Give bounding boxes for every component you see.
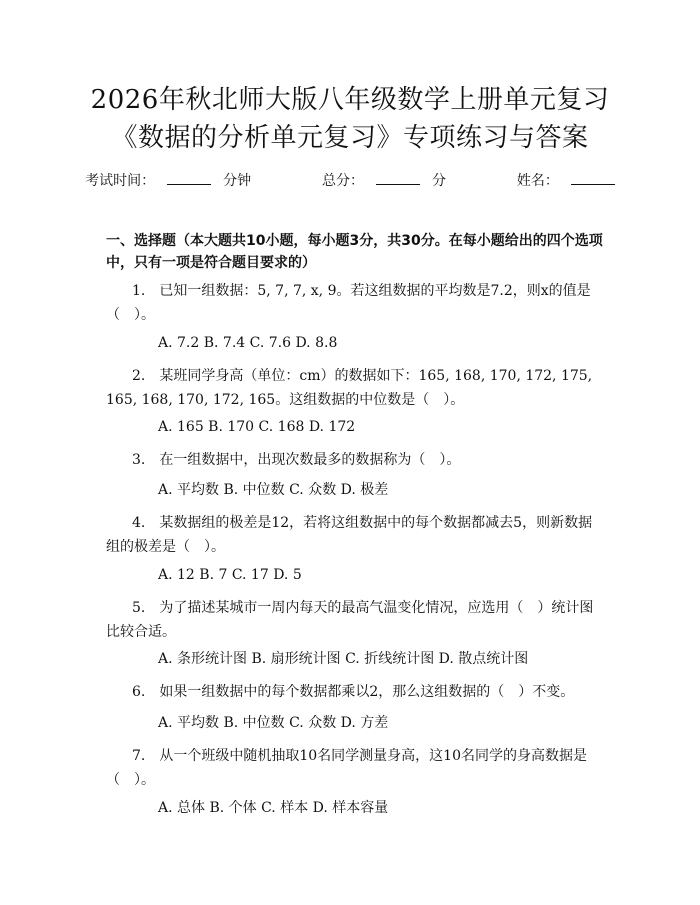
question-6-options: A. 平均数 B. 中位数 C. 众数 D. 方差 [158,715,389,731]
total-score-unit: 分 [432,173,446,189]
question-4-stem: 4. 某数据组的极差是12，若将这组数据中的每个数据都减去5，则新数据组的极差是（ ）。 [106,515,593,555]
exam-time-label: 考试时间： [85,173,156,189]
document-title-line-2: 《数据的分析单元复习》专项练习与答案 [111,123,589,153]
total-score-label: 总分： [322,173,364,189]
question-1-stem: 1. 已知一组数据：5, 7, 7, x, 9。若这组数据的平均数是7.2，则x的值是（ ）。 [106,283,591,323]
total-score-field [316,173,452,189]
question-3-options: A. 平均数 B. 中位数 C. 众数 D. 极差 [158,482,389,498]
document-title-line-1: 2026年秋北师大版八年级数学上册单元复习 [90,85,610,115]
question-2-options: A. 165 B. 170 C. 168 D. 172 [158,419,356,435]
question-3-stem: 3. 在一组数据中，出现次数最多的数据称为（ ）。 [132,452,461,468]
question-1-options: A. 7.2 B. 7.4 C. 7.6 D. 8.8 [158,335,338,351]
student-name-field [511,173,621,189]
exam-time-blank [167,172,211,185]
student-name-blank [571,172,615,185]
student-name-label: 姓名： [516,173,559,189]
question-4-options: A. 12 B. 7 C. 17 D. 5 [158,567,302,583]
question-7-stem: 7. 从一个班级中随机抽取10名同学测量身高，这10名同学的身高数据是（ ）。 [106,748,587,788]
section-heading: 一、选择题（本大题共10小题，每小题3分，共30分。在每小题给出的四个选项中，只有一项是符合题目要求的） [106,233,603,271]
exam-time-unit: 分钟 [223,173,252,189]
exam-time-field [79,173,257,189]
exam-info-row [0,170,700,190]
total-score-blank [376,172,420,185]
question-2-stem: 2. 某班同学身高（单位：cm）的数据如下：165, 168, 170, 172, 175, 165, 168, 170, 172, 165。这组数据的中位数是（ ）。 [106,368,593,408]
question-5-stem: 5. 为了描述某城市一周内每天的最高气温变化情况，应选用（ ）统计图比较合适。 [106,600,594,640]
question-5-options: A. 条形统计图 B. 扇形统计图 C. 折线统计图 D. 散点统计图 [158,651,529,667]
question-6-stem: 6. 如果一组数据中的每个数据都乘以2，那么这组数据的（ ）不变。 [132,684,575,700]
question-7-options: A. 总体 B. 个体 C. 样本 D. 样本容量 [158,800,389,816]
